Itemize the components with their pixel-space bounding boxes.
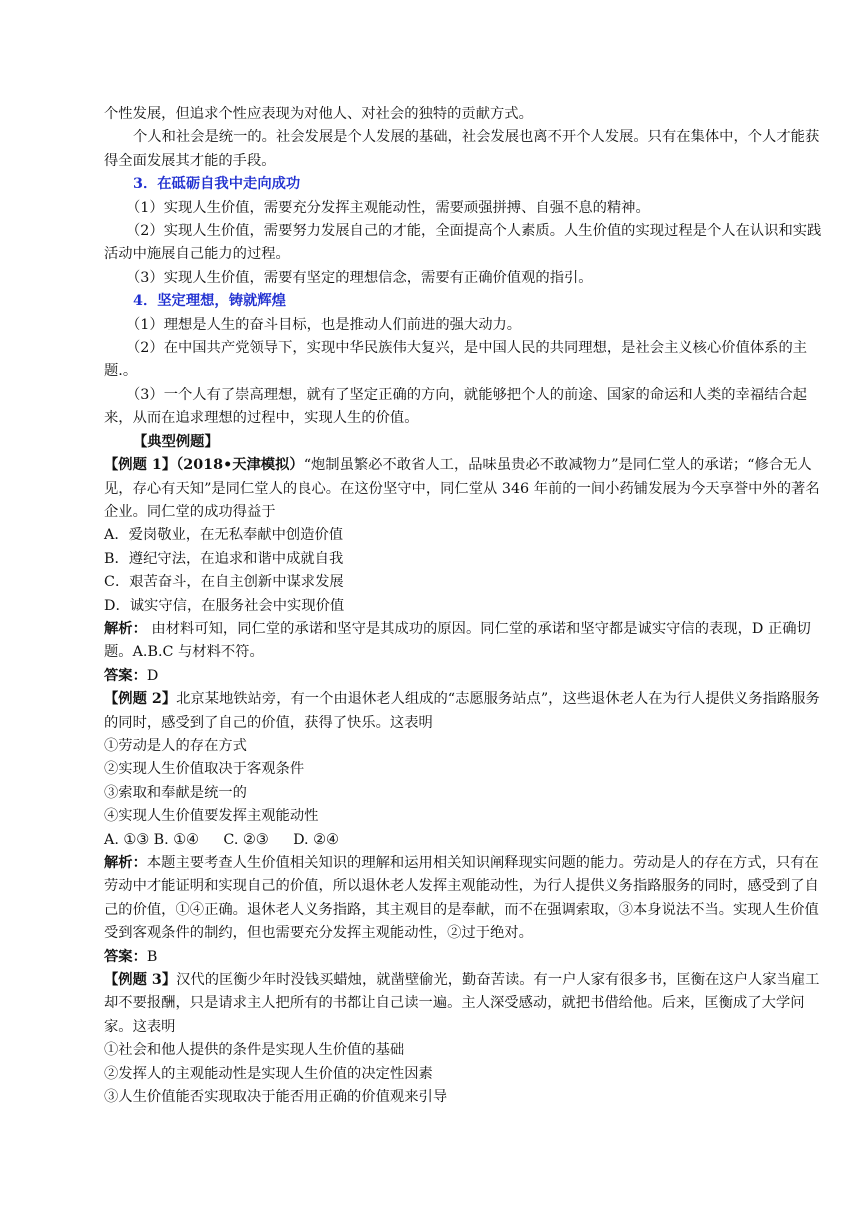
paragraph: （2）实现人生价值，需要努力发展自己的才能，全面提高个人素质。人生价值的实现过程是个人在认识和实践活动中施展自己能力的过程。 bbox=[104, 223, 822, 263]
answer bbox=[104, 946, 824, 969]
paragraph: 个人和社会是统一的。社会发展是个人发展的基础，社会发展也离不开个人发展。只有在集体中，个人才能获得全面发展其才能的手段。 bbox=[104, 129, 820, 169]
option: B．遵纪守法，在追求和谐中成就自我 bbox=[104, 550, 344, 567]
example-label: 【例题 1】 bbox=[104, 457, 177, 474]
analysis-label: 解析： bbox=[104, 855, 147, 871]
statement-item: ④实现人生价值要发挥主观能动性 bbox=[104, 808, 319, 825]
stem-text: “炮制虽繁必不敢省人工，品味虽贵必不敢减物力”是同仁堂人的承诺；“修合无人见，存心有天知”是同仁堂人的良心。在这份坚守中，同仁堂从 346 年前的一间小药铺发展为今天享誉中外的著名企业。同仁堂的成功得益于 bbox=[104, 457, 820, 520]
statement-item: ③索取和奉献是统一的 bbox=[104, 784, 247, 801]
paragraph: （1）理想是人生的奋斗目标，也是推动人们前进的强大动力。 bbox=[126, 316, 522, 333]
choice-row bbox=[104, 829, 824, 852]
answer-value: D bbox=[146, 667, 159, 684]
option: A．爱岗敬业，在无私奉献中创造价值 bbox=[104, 527, 344, 544]
analysis bbox=[104, 852, 824, 946]
stem-text: 汉代的匡衡少年时没钱买蜡烛，就凿壁偷光，勤奋苦读。有一户人家有很多书，匡衡在这户人家当雇工却不要报酬，只是请求主人把所有的书都让自己读一遍。主人深受感动，就把书借给他。后来，匡衡成了大学问家。这表明 bbox=[104, 972, 820, 1035]
paragraph: （3）实现人生价值，需要有坚定的理想信念，需要有正确价值观的指引。 bbox=[126, 269, 593, 286]
example-1-stem bbox=[104, 454, 824, 524]
subheading-3: 3．在砥砺自我中走向成功 bbox=[133, 176, 301, 193]
example-3-stem bbox=[104, 969, 824, 1039]
paragraph: （1）实现人生价值，需要充分发挥主观能动性，需要顽强拼搏、自强不息的精神。 bbox=[126, 199, 650, 216]
paragraph: （2）在中国共产党领导下，实现中华民族伟大复兴，是中国人民的共同理想，是社会主义核心价值体系的主题.。 bbox=[104, 340, 808, 380]
subheading-4: 4．坚定理想，铸就辉煌 bbox=[133, 293, 286, 310]
statement-item: ②实现人生价值取决于客观条件 bbox=[104, 761, 305, 778]
choice: A. ①③ bbox=[104, 831, 150, 848]
stem-text: 北京某地铁站旁，有一个由退休老人组成的“志愿服务站点”，这些退休老人在为行人提供义务指路服务的同时，感受到了自己的价值，获得了快乐。这表明 bbox=[104, 691, 820, 731]
section-title: 【典型例题】 bbox=[133, 433, 219, 450]
analysis-text: 本题主要考查人生价值相关知识的理解和运用相关知识阐释现实问题的能力。劳动是人的存在方式，只有在劳动中才能证明和实现自己的价值，所以退休老人发挥主观能动性，为行人提供义务指路服务的同时，感受到了自己的价值，①④正确。退休老人义务指路，其主观目的是奉献，而不在强调索取，③本身说法不当。实现人生价值受到客观条件的制约，但也需要充分发挥主观能动性，②过于绝对。 bbox=[104, 855, 819, 942]
analysis-text: 由材料可知，同仁堂的承诺和坚守是其成功的原因。同仁堂的承诺和坚守都是诚实守信的表现，D 正确切题。A.B.C 与材料不符。 bbox=[104, 620, 811, 661]
analysis bbox=[104, 618, 824, 665]
example-label: 【例题 3】 bbox=[104, 972, 177, 989]
document-body bbox=[104, 103, 824, 1109]
statement-item: ②发挥人的主观能动性是实现人生价值的决定性因素 bbox=[104, 1065, 433, 1082]
answer bbox=[104, 665, 824, 688]
example-source: （2018•天津模拟） bbox=[176, 457, 304, 474]
statement-item: ③人生价值能否实现取决于能否用正确的价值观来引导 bbox=[104, 1089, 448, 1106]
paragraph: （3）一个人有了崇高理想，就有了坚定正确的方向，就能够把个人的前途、国家的命运和人类的幸福结合起来，从而在追求理想的过程中，实现人生的价值。 bbox=[104, 386, 808, 427]
paragraph: 个性发展，但追求个性应表现为对他人、对社会的独特的贡献方式。 bbox=[104, 106, 533, 122]
statement-item: ①社会和他人提供的条件是实现人生价值的基础 bbox=[104, 1042, 405, 1059]
analysis-label: 解析： bbox=[104, 620, 147, 637]
choice: D. ②④ bbox=[293, 831, 339, 848]
answer-value: B bbox=[146, 948, 158, 965]
example-label: 【例题 2】 bbox=[104, 691, 177, 708]
option: C．艰苦奋斗，在自主创新中谋求发展 bbox=[104, 574, 344, 591]
answer-label: 答案： bbox=[104, 667, 147, 684]
choice: C. ②③ bbox=[223, 831, 269, 848]
answer-label: 答案： bbox=[104, 948, 147, 965]
option: D．诚实守信，在服务社会中实现价值 bbox=[104, 597, 345, 614]
statement-item: ①劳动是人的存在方式 bbox=[104, 737, 247, 754]
choice: B. ①④ bbox=[153, 831, 199, 848]
example-2-stem bbox=[104, 688, 824, 735]
